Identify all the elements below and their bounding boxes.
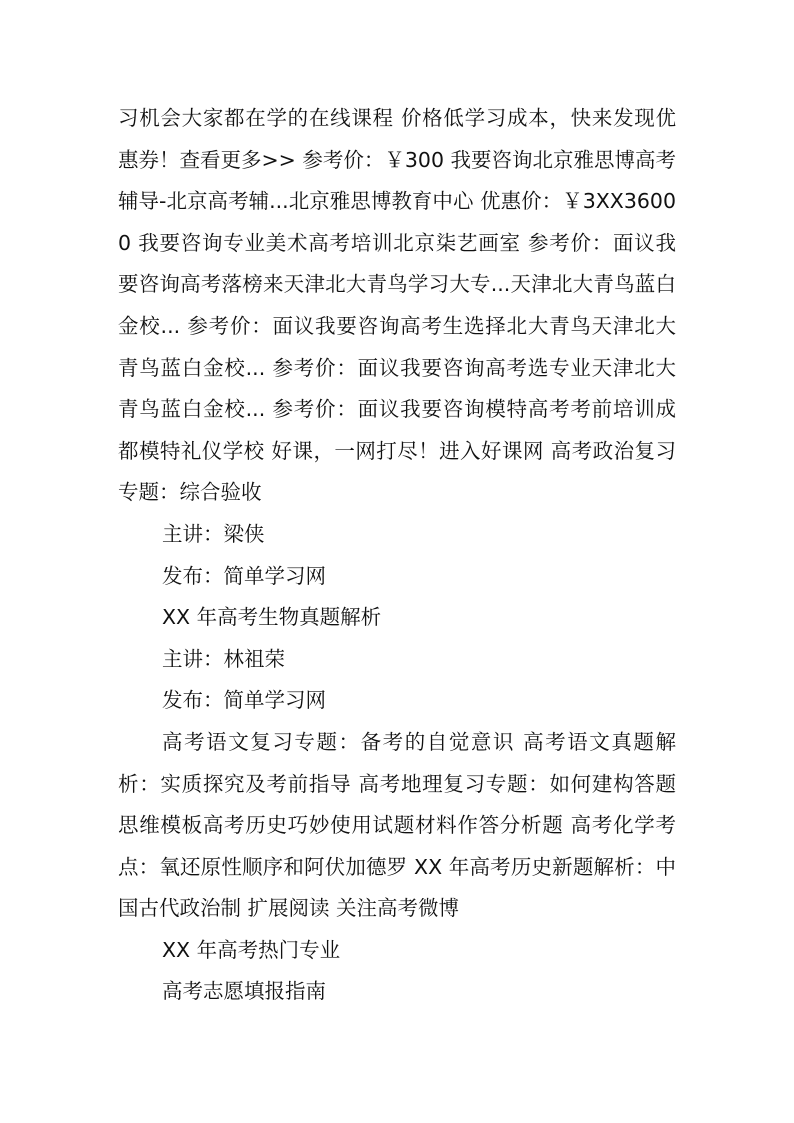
document-page — [118, 98, 676, 1013]
body-paragraph-1: 习机会大家都在学的在线课程 价格低学习成本，快来发现优惠券！查看更多>> 参考价：￥300 我要咨询北京雅思博高考辅导-北京高考辅...北京雅思博教育中心 优惠价：￥3XX36000 我要咨询专业美术高考培训北京柒艺画室 参考价：面议我要咨询高考落榜来天津北大青鸟学习大专...天津北大青鸟蓝白金校... 参考价：面议我要咨询高考生选择北大青鸟天津北大青鸟蓝白金校... 参考价：面议我要咨询高考选专业天津北大青鸟蓝白金校... 参考价：面议我要咨询模特高考考前培训成都模特礼仪学校 好课，一网打尽！进入好课网 高考政治复习专题：综合验收 — [118, 106, 677, 505]
related-link-hot-majors: XX 年高考热门专业 — [162, 937, 341, 962]
lecturer-line-2: 主讲：林祖荣 — [162, 646, 285, 671]
course-title-line: XX 年高考生物真题解析 — [162, 605, 382, 630]
related-link-application-guide: 高考志愿填报指南 — [162, 979, 326, 1004]
publisher-line-2: 发布：简单学习网 — [162, 688, 326, 713]
lecturer-line-1: 主讲：梁侠 — [162, 521, 265, 546]
body-paragraph-2: 高考语文复习专题：备考的自觉意识 高考语文真题解析：实质探究及考前指导 高考地理复习专题：如何建构答题思维模板高考历史巧妙使用试题材料作答分析题 高考化学考点：氧还原性顺序和阿伏加德罗 XX 年高考历史新题解析：中国古代政治制 扩展阅读 关注高考微博 — [118, 729, 676, 921]
publisher-line-1: 发布：简单学习网 — [162, 563, 326, 588]
